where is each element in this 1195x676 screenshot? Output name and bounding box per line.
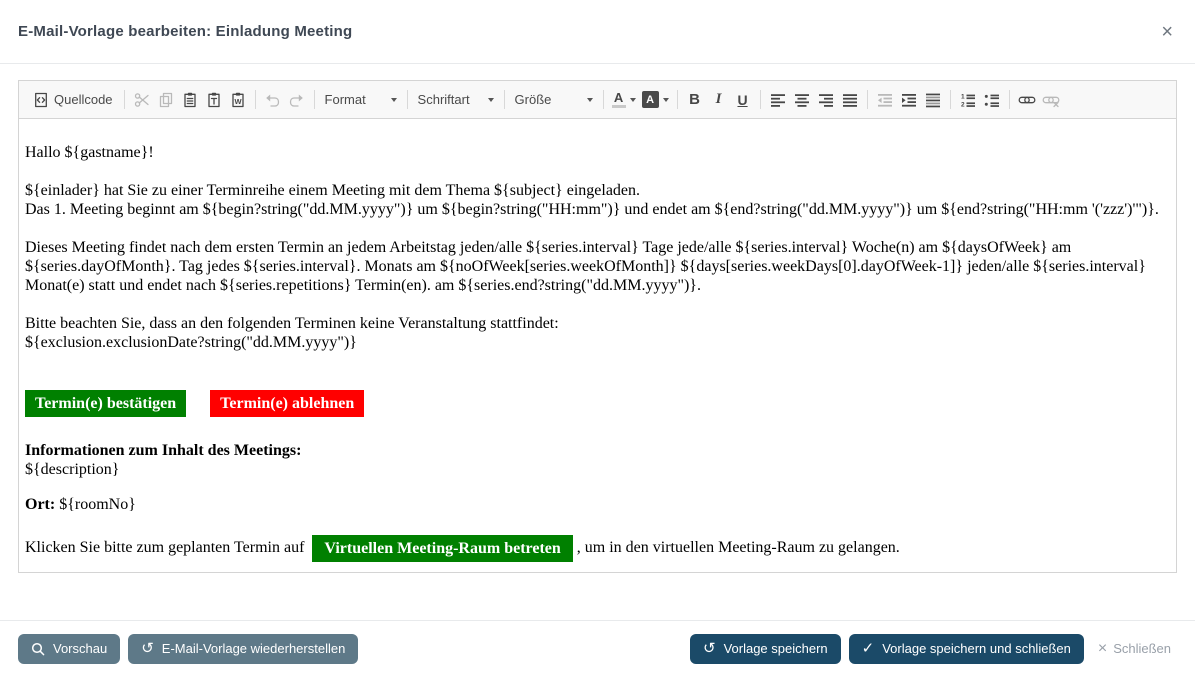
align-center-button[interactable] [790, 87, 814, 112]
toolbar-separator [407, 90, 408, 109]
chevron-down-icon [630, 98, 636, 102]
italic-button[interactable]: I [715, 91, 722, 107]
source-code-button[interactable] [27, 87, 119, 112]
save-and-close-button[interactable] [849, 634, 1084, 664]
toolbar-separator [677, 90, 678, 109]
paste-button[interactable] [178, 87, 202, 112]
redo-button [285, 87, 309, 112]
align-right-icon [818, 92, 834, 108]
background-color-button[interactable] [639, 87, 672, 112]
outdent-button [873, 87, 897, 112]
background-color-icon: A [642, 91, 659, 108]
chevron-down-icon [391, 98, 397, 102]
close-button[interactable] [1092, 641, 1177, 657]
redo-icon [288, 92, 305, 108]
text-color-icon: A [612, 91, 626, 108]
size-dropdown-label: Größe [514, 92, 552, 107]
bold-button[interactable]: B [689, 91, 700, 108]
chevron-down-icon [663, 98, 669, 102]
source-code-label: Quellcode [54, 92, 113, 107]
join-suffix-text: , um in den virtuellen Meeting-Raum zu gelangen. [576, 539, 900, 557]
location-label: Ort: [25, 496, 56, 513]
footer [0, 621, 1195, 676]
unlink-button [1039, 87, 1063, 112]
source-code-icon [33, 92, 49, 108]
paste-from-word-icon [230, 92, 246, 108]
exclusion-line-1: Bitte beachten Sie, dass an den folgenden Terminen keine Veranstaltung stattfindet: [25, 315, 559, 332]
align-center-icon [794, 92, 810, 108]
close-icon[interactable]: × [1161, 20, 1173, 43]
svg-text:2: 2 [961, 101, 965, 108]
close-label: Schließen [1113, 641, 1171, 656]
save-and-close-label: Vorlage speichern und schließen [882, 641, 1071, 656]
format-dropdown-label: Format [324, 92, 366, 107]
cut-button [130, 87, 154, 112]
series-paragraph: Dieses Meeting findet nach dem ersten Termin an jedem Arbeitstag jeden/alle ${series.interval} Tage jede/alle ${series.interval} Woche(n) am ${daysOfWeek} am ${series.dayOfMonth}. Tag jedes ${series.interval}. Monats am ${noOfWeek[series.weekOfMonth]} ${days[series.weekDays[0].dayOfWeek-1]} jeden/alle ${series.interval} Monat(e) statt und endet nach ${series.repetitions} Termin(en). am ${series.end?string("dd.MM.yyyy")}. [25, 239, 1146, 294]
format-dropdown[interactable] [320, 87, 402, 112]
text-color-button[interactable] [609, 87, 639, 112]
toolbar-separator [760, 90, 761, 109]
paste-icon [182, 92, 198, 108]
exclusion-line-2: ${exclusion.exclusionDate?string("dd.MM.yyyy")} [25, 334, 357, 351]
copy-icon [158, 92, 174, 108]
unlink-icon [1042, 92, 1060, 108]
outdent-icon [877, 92, 893, 108]
confirm-appointments-button[interactable]: Termin(e) bestätigen [25, 390, 186, 417]
footer-actions-right [690, 634, 1177, 664]
save-template-button[interactable] [690, 634, 841, 664]
enter-meeting-room-button[interactable]: Virtuellen Meeting-Raum betreten [312, 535, 572, 562]
preview-button[interactable] [18, 634, 120, 664]
justify-icon [842, 92, 858, 108]
save-icon: ↺ [702, 639, 716, 657]
indent-button[interactable] [897, 87, 921, 112]
link-icon [1018, 92, 1036, 108]
toolbar-separator [504, 90, 505, 109]
restore-icon: ↺ [141, 639, 154, 657]
svg-text:W: W [234, 96, 242, 106]
blockquote-icon [925, 92, 941, 108]
editor-content[interactable] [19, 119, 1176, 572]
intro-line-1: ${einlader} hat Sie zu einer Terminreihe einem Meeting mit dem Thema ${subject} eingeladen. [25, 182, 641, 199]
greeting-paragraph: Hallo ${gastname}! [25, 144, 154, 161]
location-line [25, 495, 1170, 514]
chevron-down-icon [587, 98, 593, 102]
description-placeholder: ${description} [25, 461, 120, 478]
location-value: ${roomNo} [59, 496, 136, 513]
check-icon: ✓ [861, 639, 875, 657]
paste-as-text-button[interactable] [202, 87, 226, 112]
preview-label: Vorschau [53, 641, 108, 656]
exclusion-paragraph [25, 314, 1170, 352]
decline-appointments-button[interactable]: Termin(e) ablehnen [210, 390, 364, 417]
justify-button[interactable] [838, 87, 862, 112]
save-label: Vorlage speichern [723, 641, 828, 656]
undo-button [261, 87, 285, 112]
meeting-info-block [25, 441, 1170, 479]
bullet-list-icon [983, 92, 1000, 108]
search-icon [31, 642, 45, 656]
join-meeting-line [25, 535, 1170, 562]
font-dropdown-label: Schriftart [417, 92, 470, 107]
chevron-down-icon [488, 98, 494, 102]
align-left-button[interactable] [766, 87, 790, 112]
appointment-buttons-row [25, 390, 1170, 417]
svg-text:1: 1 [961, 93, 965, 101]
paste-from-word-button[interactable] [226, 87, 250, 112]
intro-paragraph [25, 181, 1170, 219]
page-title: E-Mail-Vorlage bearbeiten: Einladung Meeting [18, 23, 353, 40]
undo-icon [264, 92, 281, 108]
paste-as-text-icon [206, 92, 222, 108]
restore-label: E-Mail-Vorlage wiederherstellen [161, 641, 346, 656]
align-left-icon [770, 92, 786, 108]
indent-icon [901, 92, 917, 108]
cut-icon [134, 92, 150, 108]
bullet-list-button[interactable] [980, 87, 1004, 112]
modal-header [0, 0, 1195, 64]
toolbar-separator [255, 90, 256, 109]
copy-button [154, 87, 178, 112]
richtext-editor [18, 80, 1177, 573]
link-button[interactable] [1015, 87, 1039, 112]
size-dropdown[interactable] [510, 87, 598, 112]
underline-button[interactable]: U [737, 91, 748, 108]
restore-template-button[interactable] [128, 634, 358, 664]
toolbar-separator [1009, 90, 1010, 109]
intro-line-2: Das 1. Meeting beginnt am ${begin?string("dd.MM.yyyy")} um ${begin?string("HH:mm")} und endet am ${end?string("dd.MM.yyyy")} um ${end?string("HH:mm '('zzz')'")}. [25, 201, 1159, 218]
numbered-list-icon [959, 92, 976, 108]
toolbar-separator [867, 90, 868, 109]
align-right-button[interactable] [814, 87, 838, 112]
numbered-list-button[interactable] [956, 87, 980, 112]
toolbar-separator [603, 90, 604, 109]
editor-toolbar [19, 81, 1176, 119]
meeting-info-heading: Informationen zum Inhalt des Meetings: [25, 442, 302, 459]
blockquote-button[interactable] [921, 87, 945, 112]
join-prefix-text: Klicken Sie bitte zum geplanten Termin auf [25, 539, 305, 557]
toolbar-separator [950, 90, 951, 109]
font-dropdown[interactable] [413, 87, 499, 112]
toolbar-separator [314, 90, 315, 109]
toolbar-separator [124, 90, 125, 109]
close-x-icon: × [1097, 639, 1108, 657]
